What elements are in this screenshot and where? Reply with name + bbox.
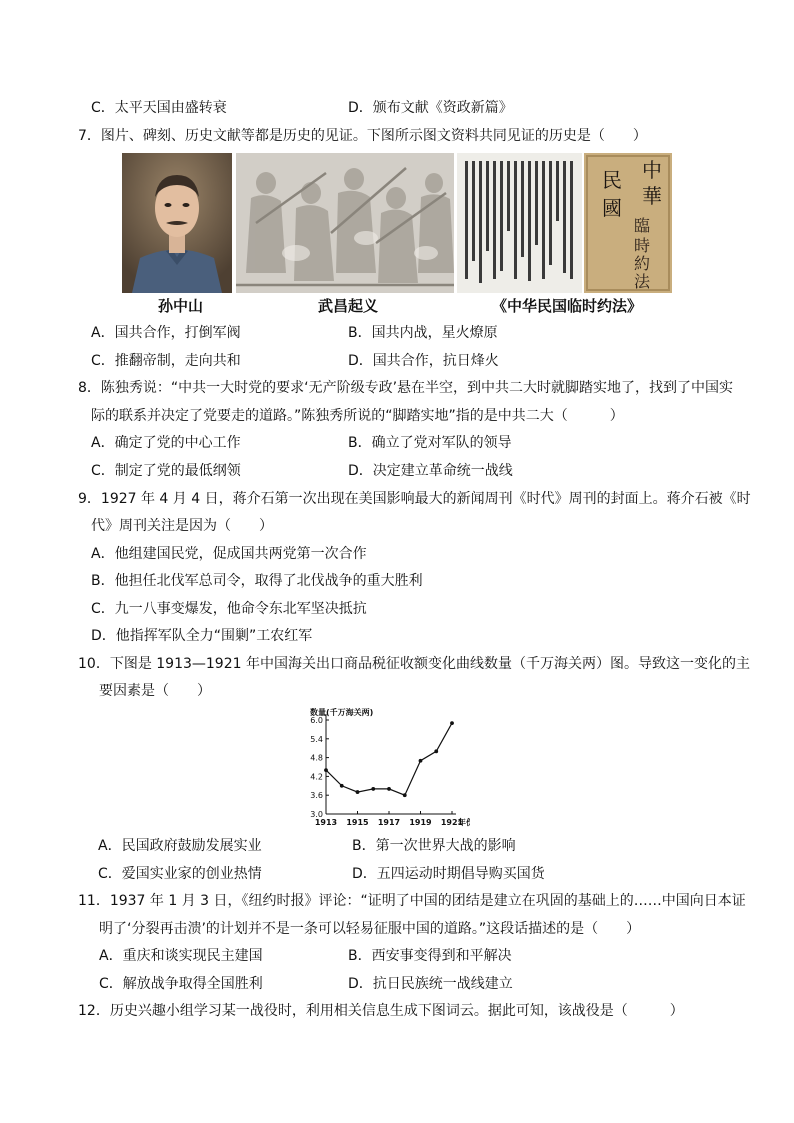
data-point <box>371 787 375 791</box>
q10-stem-line2: 要因素是（ ） <box>99 683 211 699</box>
q9-option-d: D．他指挥军队全力“围剿”工农红军 <box>91 628 313 644</box>
q10-option-b: B．第一次世界大战的影响 <box>352 838 516 854</box>
data-point <box>419 759 423 763</box>
q10-stem-line1: 10．下图是 1913—1921 年中国海关出口商品税征收额变化曲线数量（千万海关两）图。导致这一变化的主 <box>78 656 750 672</box>
q8-option-d: D．决定建立革命统一战线 <box>348 463 513 479</box>
q8-option-b: B．确立了党对军队的领导 <box>348 435 512 451</box>
q11-stem-line1: 11．1937 年 1 月 3 日，《纽约时报》评论：“证明了中国的团结是建立在巩固的基础上的……中国向日本证 <box>78 893 746 909</box>
q7-option-c: C．推翻帝制，走向共和 <box>91 353 241 369</box>
svg-text:法: 法 <box>634 272 651 291</box>
q9-option-a: A．他组建国民党，促成国共两党第一次合作 <box>91 546 367 562</box>
y-tick-label: 4.2 <box>310 772 323 782</box>
series-line <box>326 723 452 795</box>
q10-option-d: D．五四运动时期倡导购买国货 <box>352 866 545 882</box>
q8-option-c: C．制定了党的最低纲领 <box>91 463 241 479</box>
q12-stem: 12．历史兴趣小组学习某一战役时，利用相关信息生成下图词云。据此可知，该战役是（ ） <box>78 1003 684 1019</box>
x-tick-label: 1915 <box>346 818 369 827</box>
q11-option-a: A．重庆和谈实现民主建国 <box>99 948 263 964</box>
q10-option-c: C．爱国实业家的创业热情 <box>98 866 262 882</box>
y-axis-label: 数量(千万海关两) <box>310 708 374 717</box>
y-tick-label: 6.0 <box>310 716 323 725</box>
x-tick-label: 1917 <box>377 818 401 827</box>
q10-option-a: A．民国政府鼓励发展实业 <box>98 838 262 854</box>
data-point <box>340 784 344 788</box>
y-tick-label: 5.4 <box>310 734 323 744</box>
data-point <box>356 790 360 794</box>
q8-stem-line2: 际的联系并决定了党要走的道路。”陈独秀所说的“脚踏实地”指的是中共二大（ ） <box>91 408 624 424</box>
q7-option-b: B．国共内战，星火燎原 <box>348 325 498 341</box>
svg-text:時: 時 <box>634 236 651 255</box>
svg-text:華: 華 <box>642 184 662 208</box>
svg-text:國: 國 <box>602 196 622 220</box>
q11-option-c: C．解放战争取得全国胜利 <box>99 976 263 992</box>
y-tick-label: 3.0 <box>310 810 323 819</box>
provisional-constitution-cover <box>584 153 672 293</box>
caption-sun-yat-sen: 孙中山 <box>158 297 204 315</box>
q11-option-b: B．西安事变得到和平解决 <box>348 948 512 964</box>
q9-option-c: C．九一八事变爆发，他命令东北军坚决抵抗 <box>91 601 367 617</box>
provisional-constitution-text-page <box>457 153 582 293</box>
data-point <box>324 768 328 772</box>
data-point <box>403 793 407 797</box>
q9-stem-line2: 代》周刊关注是因为（ ） <box>91 518 273 534</box>
caption-wuchang-uprising: 武昌起义 <box>318 297 379 315</box>
q7-option-d: D．国共合作，抗日烽火 <box>348 353 499 369</box>
q8-option-a: A．确定了党的中心工作 <box>91 435 241 451</box>
q7-option-a: A．国共合作，打倒军阀 <box>91 325 241 341</box>
x-tick-label: 1919 <box>409 818 432 827</box>
q7-stem: 7．图片、碑刻、历史文献等都是历史的见证。下图所示图文资料共同见证的历史是（ ） <box>78 128 647 144</box>
x-tick-label: 1913 <box>314 818 338 827</box>
wuchang-uprising-relief <box>236 153 454 293</box>
x-tick-label: 1921 <box>440 818 464 827</box>
svg-text:約: 約 <box>634 254 651 273</box>
q9-stem-line1: 9．1927 年 4 月 4 日，蒋介石第一次出现在美国影响最大的新闻周刊《时代》周刊的封面上。蒋介石被《时 <box>78 491 751 507</box>
q11-option-d: D．抗日民族统一战线建立 <box>348 976 513 992</box>
svg-text:中: 中 <box>642 158 662 182</box>
x-axis-label: 年 <box>458 818 466 827</box>
sun-yat-sen-portrait <box>122 153 232 293</box>
q6-option-d: D．颁布文献《资政新篇》 <box>348 100 513 116</box>
tax-revenue-line-chart <box>300 706 470 831</box>
svg-text:民: 民 <box>602 168 622 192</box>
svg-text:臨: 臨 <box>634 216 651 235</box>
caption-provisional-constitution: 《中华民国临时约法》 <box>492 297 643 315</box>
q6-option-c: C．太平天国由盛转衰 <box>91 100 227 116</box>
q9-option-b: B．他担任北伐军总司令，取得了北伐战争的重大胜利 <box>91 573 423 589</box>
y-tick-label: 3.6 <box>310 791 323 801</box>
y-tick-label: 4.8 <box>310 753 323 763</box>
data-point <box>450 721 454 725</box>
q11-stem-line2: 明了‘分裂再击溃’的计划并不是一条可以轻易征服中国的道路。”这段话描述的是（ ） <box>99 921 641 937</box>
q8-stem-line1: 8．陈独秀说：“中共一大时党的要求‘无产阶级专政’悬在半空，到中共二大时就脚踏实地了，找到了中国实 <box>78 380 734 396</box>
data-point <box>387 787 391 791</box>
data-point <box>434 749 438 753</box>
